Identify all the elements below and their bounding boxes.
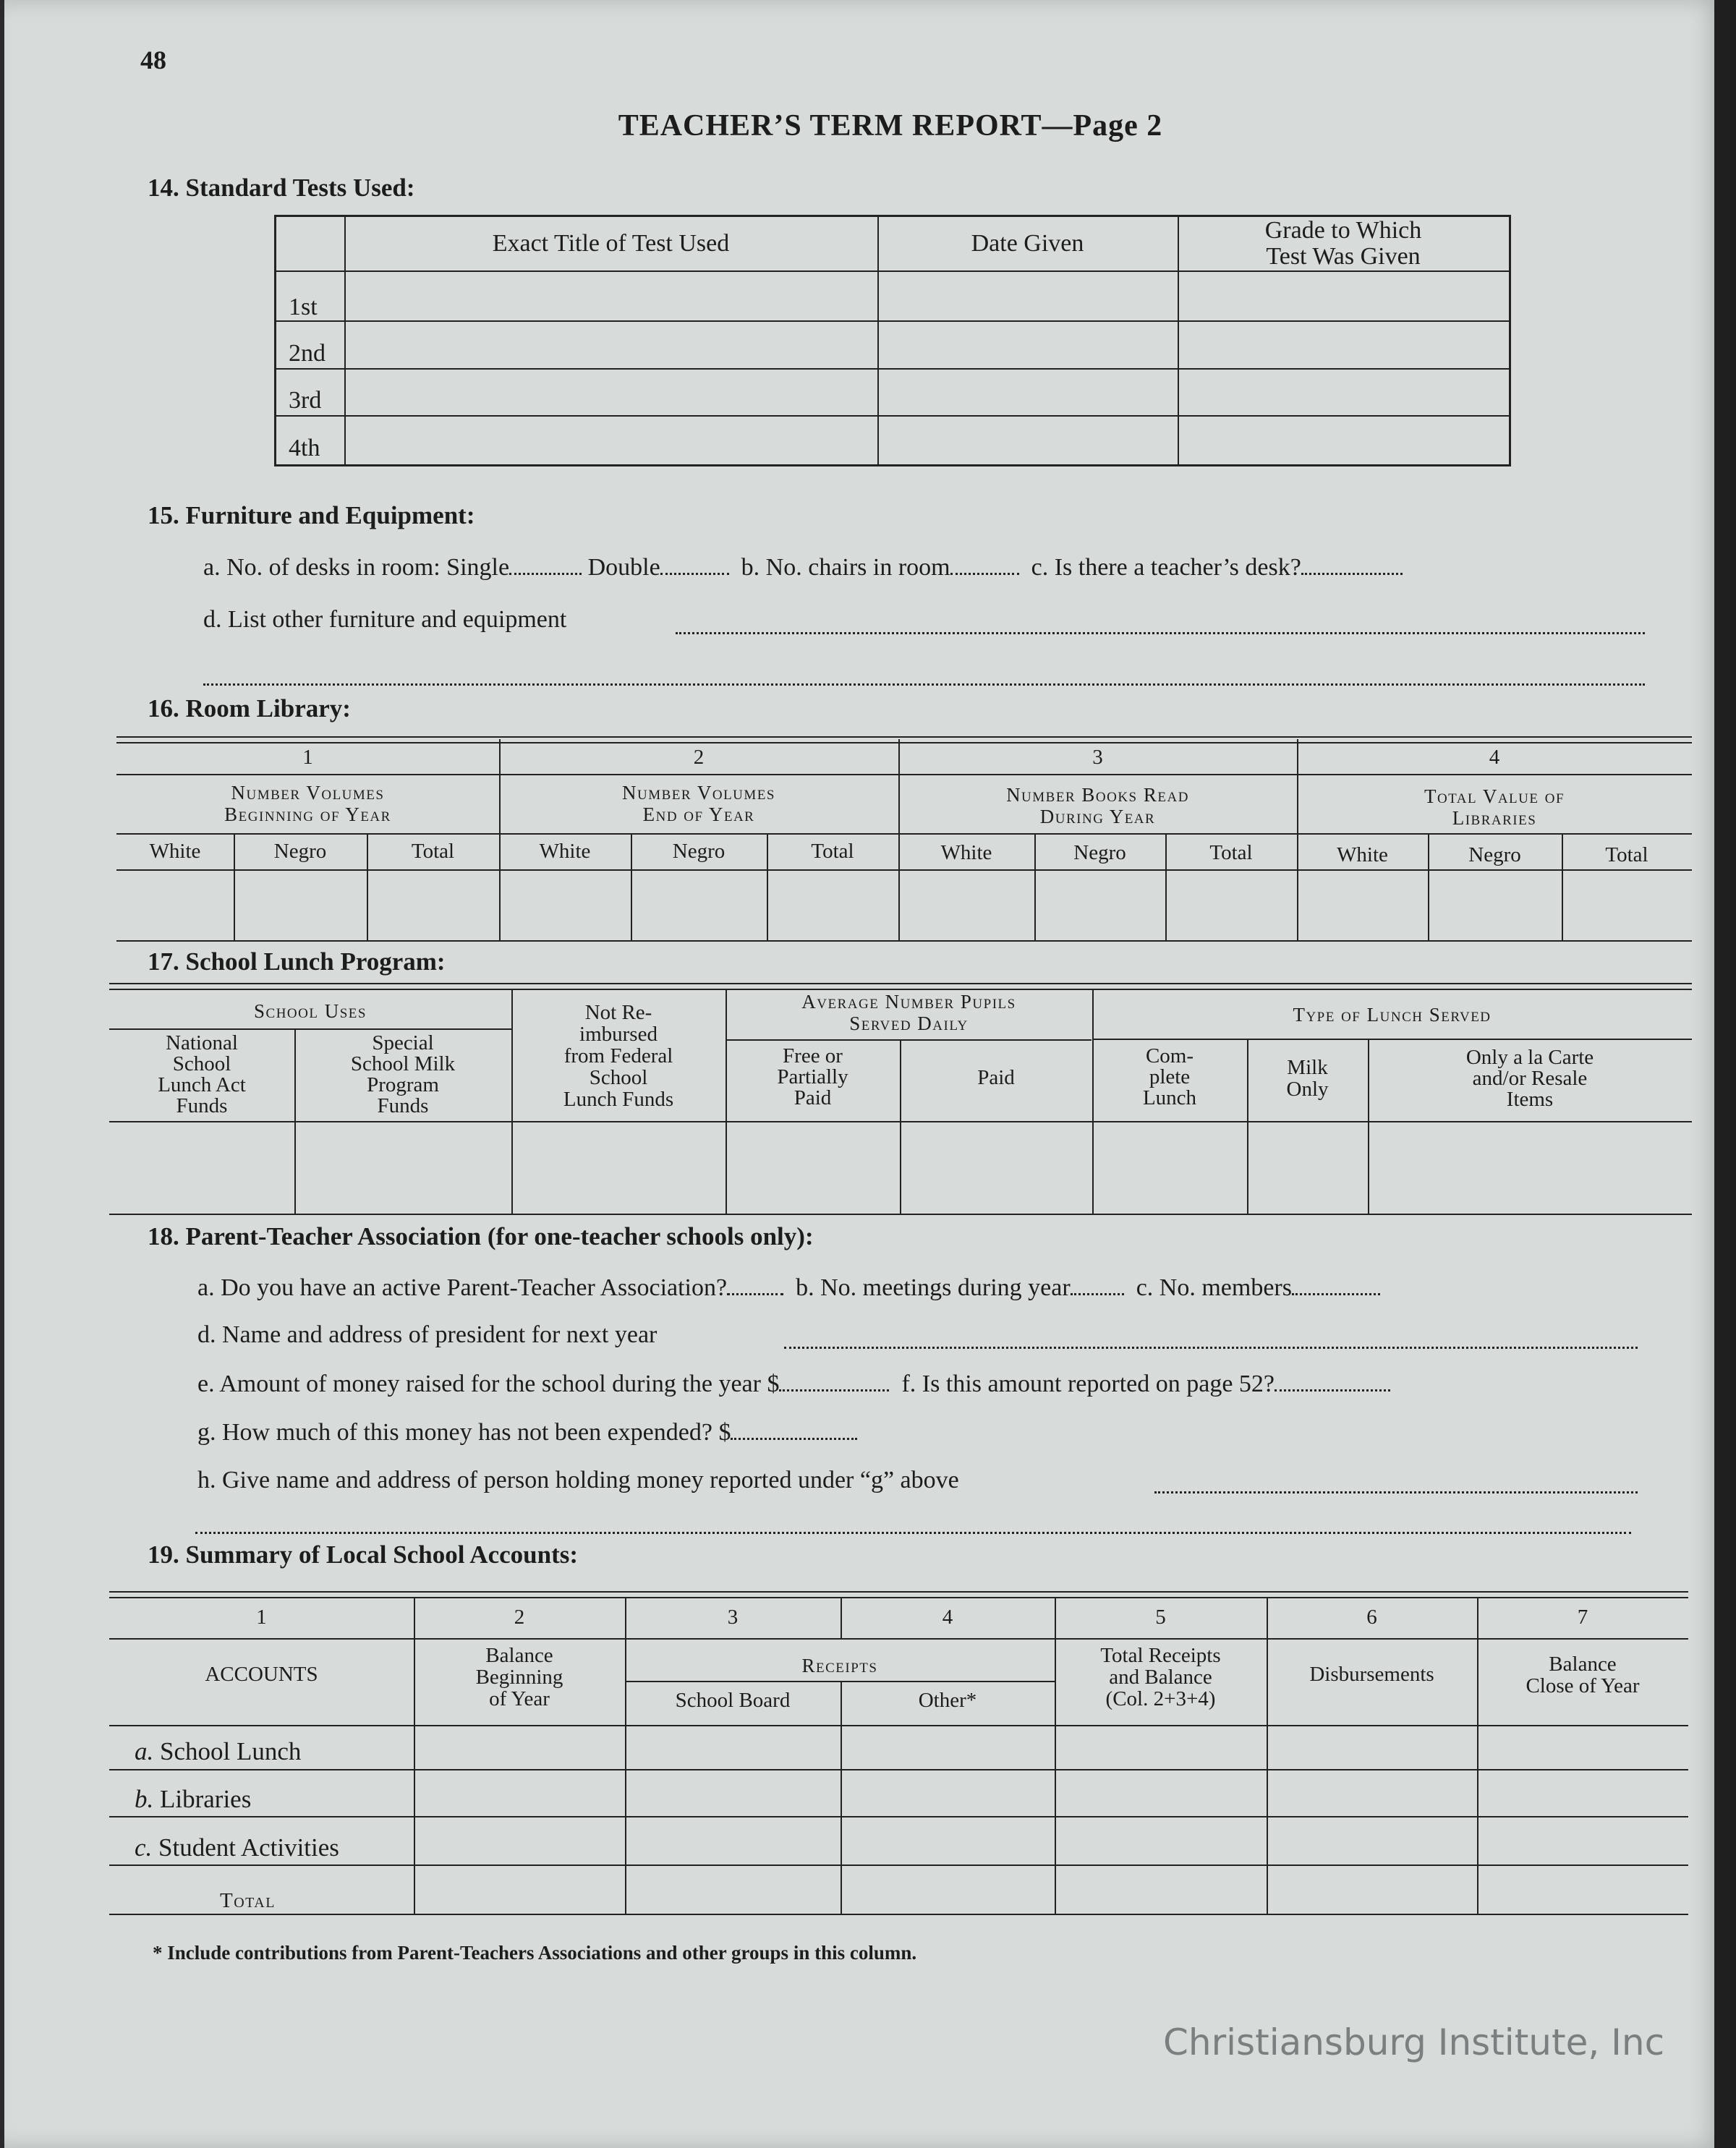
complete-heading: Com- plete Lunch	[1142, 1044, 1197, 1109]
form-page	[4, 0, 1723, 2148]
sub-white: White	[1337, 843, 1388, 866]
col-grade-line1: Grade to Which	[1264, 217, 1422, 244]
desks-single-label: a. No. of desks in room: Single	[203, 554, 510, 581]
school-board-heading: School Board	[675, 1689, 791, 1712]
other-furniture-field-2[interactable]	[203, 683, 1645, 686]
pta-president-field[interactable]	[784, 1347, 1638, 1349]
sub-white: White	[149, 840, 201, 863]
pta-meetings-label: b. No. meetings during year	[796, 1274, 1071, 1301]
desks-double-field[interactable]	[660, 573, 729, 575]
school-uses-heading: School Uses	[254, 1000, 367, 1022]
section-16-heading: 16. Room Library:	[148, 694, 351, 723]
sub-negro: Negro	[1468, 843, 1521, 866]
group-number: 1	[302, 746, 313, 769]
group-heading: End of Year	[642, 804, 755, 825]
sub-negro: Negro	[273, 840, 327, 863]
avg-heading-1: Average Number Pupils	[801, 991, 1016, 1013]
chairs-field[interactable]	[950, 573, 1019, 575]
pta-active-field[interactable]	[727, 1293, 783, 1295]
row-school-lunch: a. School Lunch	[135, 1737, 302, 1765]
col-number: 2	[514, 1606, 525, 1629]
group-heading: Number Volumes	[231, 782, 385, 804]
pta-president-label: d. Name and address of president for next year	[197, 1321, 658, 1348]
col-number: 7	[1577, 1606, 1588, 1629]
other-furniture-label: d. List other furniture and equipment	[203, 606, 567, 633]
special-milk-heading: Special School Milk Program Funds	[350, 1031, 456, 1117]
sub-negro: Negro	[672, 840, 726, 863]
teacher-desk-label: c. Is there a teacher’s desk?	[1031, 554, 1301, 581]
section-14-heading: 14. Standard Tests Used:	[148, 174, 415, 202]
col-grade-line2: Test Was Given	[1266, 243, 1421, 270]
sub-total: Total	[811, 840, 854, 863]
money-raised-label: e. Amount of money raised for the school during the year $	[197, 1371, 780, 1397]
page-edge	[1714, 0, 1736, 2148]
pta-members-field[interactable]	[1292, 1293, 1380, 1295]
free-heading: Free or Partially Paid	[777, 1044, 848, 1109]
money-holder-field-2[interactable]	[195, 1532, 1631, 1534]
footnote: * Include contributions from Parent-Teachers Associations and other groups in this column.	[153, 1942, 917, 1964]
watermark: Christiansburg Institute, Inc	[1163, 2021, 1665, 2063]
teacher-desk-field[interactable]	[1301, 573, 1403, 575]
money-raised-field[interactable]	[779, 1389, 889, 1391]
page-number: 48	[140, 46, 166, 74]
money-holder-field[interactable]	[1154, 1491, 1638, 1493]
not-reimbursed-heading: Not Re- imbursed from Federal School Lunch Funds	[563, 1001, 674, 1111]
sub-total: Total	[1605, 843, 1648, 866]
group-heading: Libraries	[1452, 807, 1537, 829]
receipts-heading: Receipts	[801, 1655, 878, 1676]
col-number: 5	[1155, 1606, 1166, 1629]
alacarte-heading: Only a la Carte and/or Resale Items	[1465, 1046, 1594, 1111]
group-number: 4	[1489, 746, 1500, 769]
type-heading: Type of Lunch Served	[1293, 1004, 1492, 1026]
col-number: 3	[727, 1606, 739, 1629]
reported-label: f. Is this amount reported on page 52?	[901, 1371, 1275, 1397]
sub-total: Total	[411, 840, 455, 863]
col-number: 4	[942, 1606, 953, 1629]
paid-heading: Paid	[977, 1066, 1015, 1089]
sub-total: Total	[1209, 841, 1253, 864]
balance-begin-heading: Balance Beginning of Year	[475, 1644, 563, 1710]
group-heading: Beginning of Year	[224, 804, 391, 825]
group-heading: Total Value of	[1424, 785, 1565, 807]
group-number: 3	[1092, 746, 1103, 769]
pta-line-g	[197, 1419, 857, 1446]
sub-white: White	[940, 841, 992, 864]
pta-members-label: c. No. members	[1136, 1274, 1292, 1301]
accounts-heading: ACCOUNTS	[205, 1663, 318, 1686]
pta-active-label: a. Do you have an active Parent-Teacher Association?	[197, 1274, 728, 1301]
disbursements-heading: Disbursements	[1309, 1663, 1434, 1686]
desks-double-label: Double	[587, 554, 660, 581]
row-total: Total	[220, 1889, 276, 1912]
row-label: 2nd	[289, 340, 326, 367]
avg-heading-2: Served Daily	[849, 1013, 969, 1034]
reported-field[interactable]	[1275, 1389, 1390, 1391]
row-label: 3rd	[289, 387, 322, 414]
section-19-heading: 19. Summary of Local School Accounts:	[148, 1540, 578, 1569]
furniture-line-a	[203, 554, 1403, 581]
group-heading: Number Volumes	[622, 782, 775, 804]
section-15-heading: 15. Furniture and Equipment:	[148, 501, 475, 529]
chairs-label: b. No. chairs in room	[741, 554, 950, 581]
milk-heading: Milk Only	[1286, 1056, 1329, 1101]
other-furniture-field[interactable]	[676, 632, 1645, 634]
sub-white: White	[539, 840, 591, 863]
group-heading: During Year	[1039, 806, 1156, 827]
row-libraries: b. Libraries	[135, 1785, 252, 1813]
group-number: 2	[693, 746, 705, 769]
other-heading: Other*	[918, 1689, 977, 1712]
desks-single-field[interactable]	[509, 573, 582, 575]
row-label: 1st	[289, 294, 318, 320]
col-number: 6	[1366, 1606, 1377, 1629]
national-heading: National School Lunch Act Funds	[158, 1031, 246, 1117]
row-label: 4th	[289, 435, 320, 461]
col-number: 1	[256, 1606, 267, 1629]
pta-meetings-field[interactable]	[1071, 1293, 1124, 1295]
sub-negro: Negro	[1073, 841, 1126, 864]
money-holder-label: h. Give name and address of person holding money reported under “g” above	[197, 1467, 959, 1493]
total-receipts-heading: Total Receipts and Balance (Col. 2+3+4)	[1100, 1644, 1221, 1710]
balance-close-heading: Balance Close of Year	[1526, 1653, 1640, 1697]
not-expended-field[interactable]	[731, 1438, 857, 1440]
group-heading: Number Books Read	[1006, 784, 1189, 806]
page-title: TEACHER’S TERM REPORT—Page 2	[618, 109, 1163, 142]
pta-line-e	[197, 1371, 1390, 1398]
row-student-activities: c. Student Activities	[135, 1833, 339, 1862]
not-expended-label: g. How much of this money has not been expended? $	[197, 1419, 731, 1446]
col-test-title: Exact Title of Test Used	[492, 230, 730, 257]
col-date-given: Date Given	[971, 230, 1084, 257]
section-17-heading: 17. School Lunch Program:	[148, 947, 446, 976]
section-18-heading: 18. Parent-Teacher Association (for one-teacher schools only):	[148, 1222, 814, 1250]
pta-line-a	[197, 1274, 1380, 1302]
